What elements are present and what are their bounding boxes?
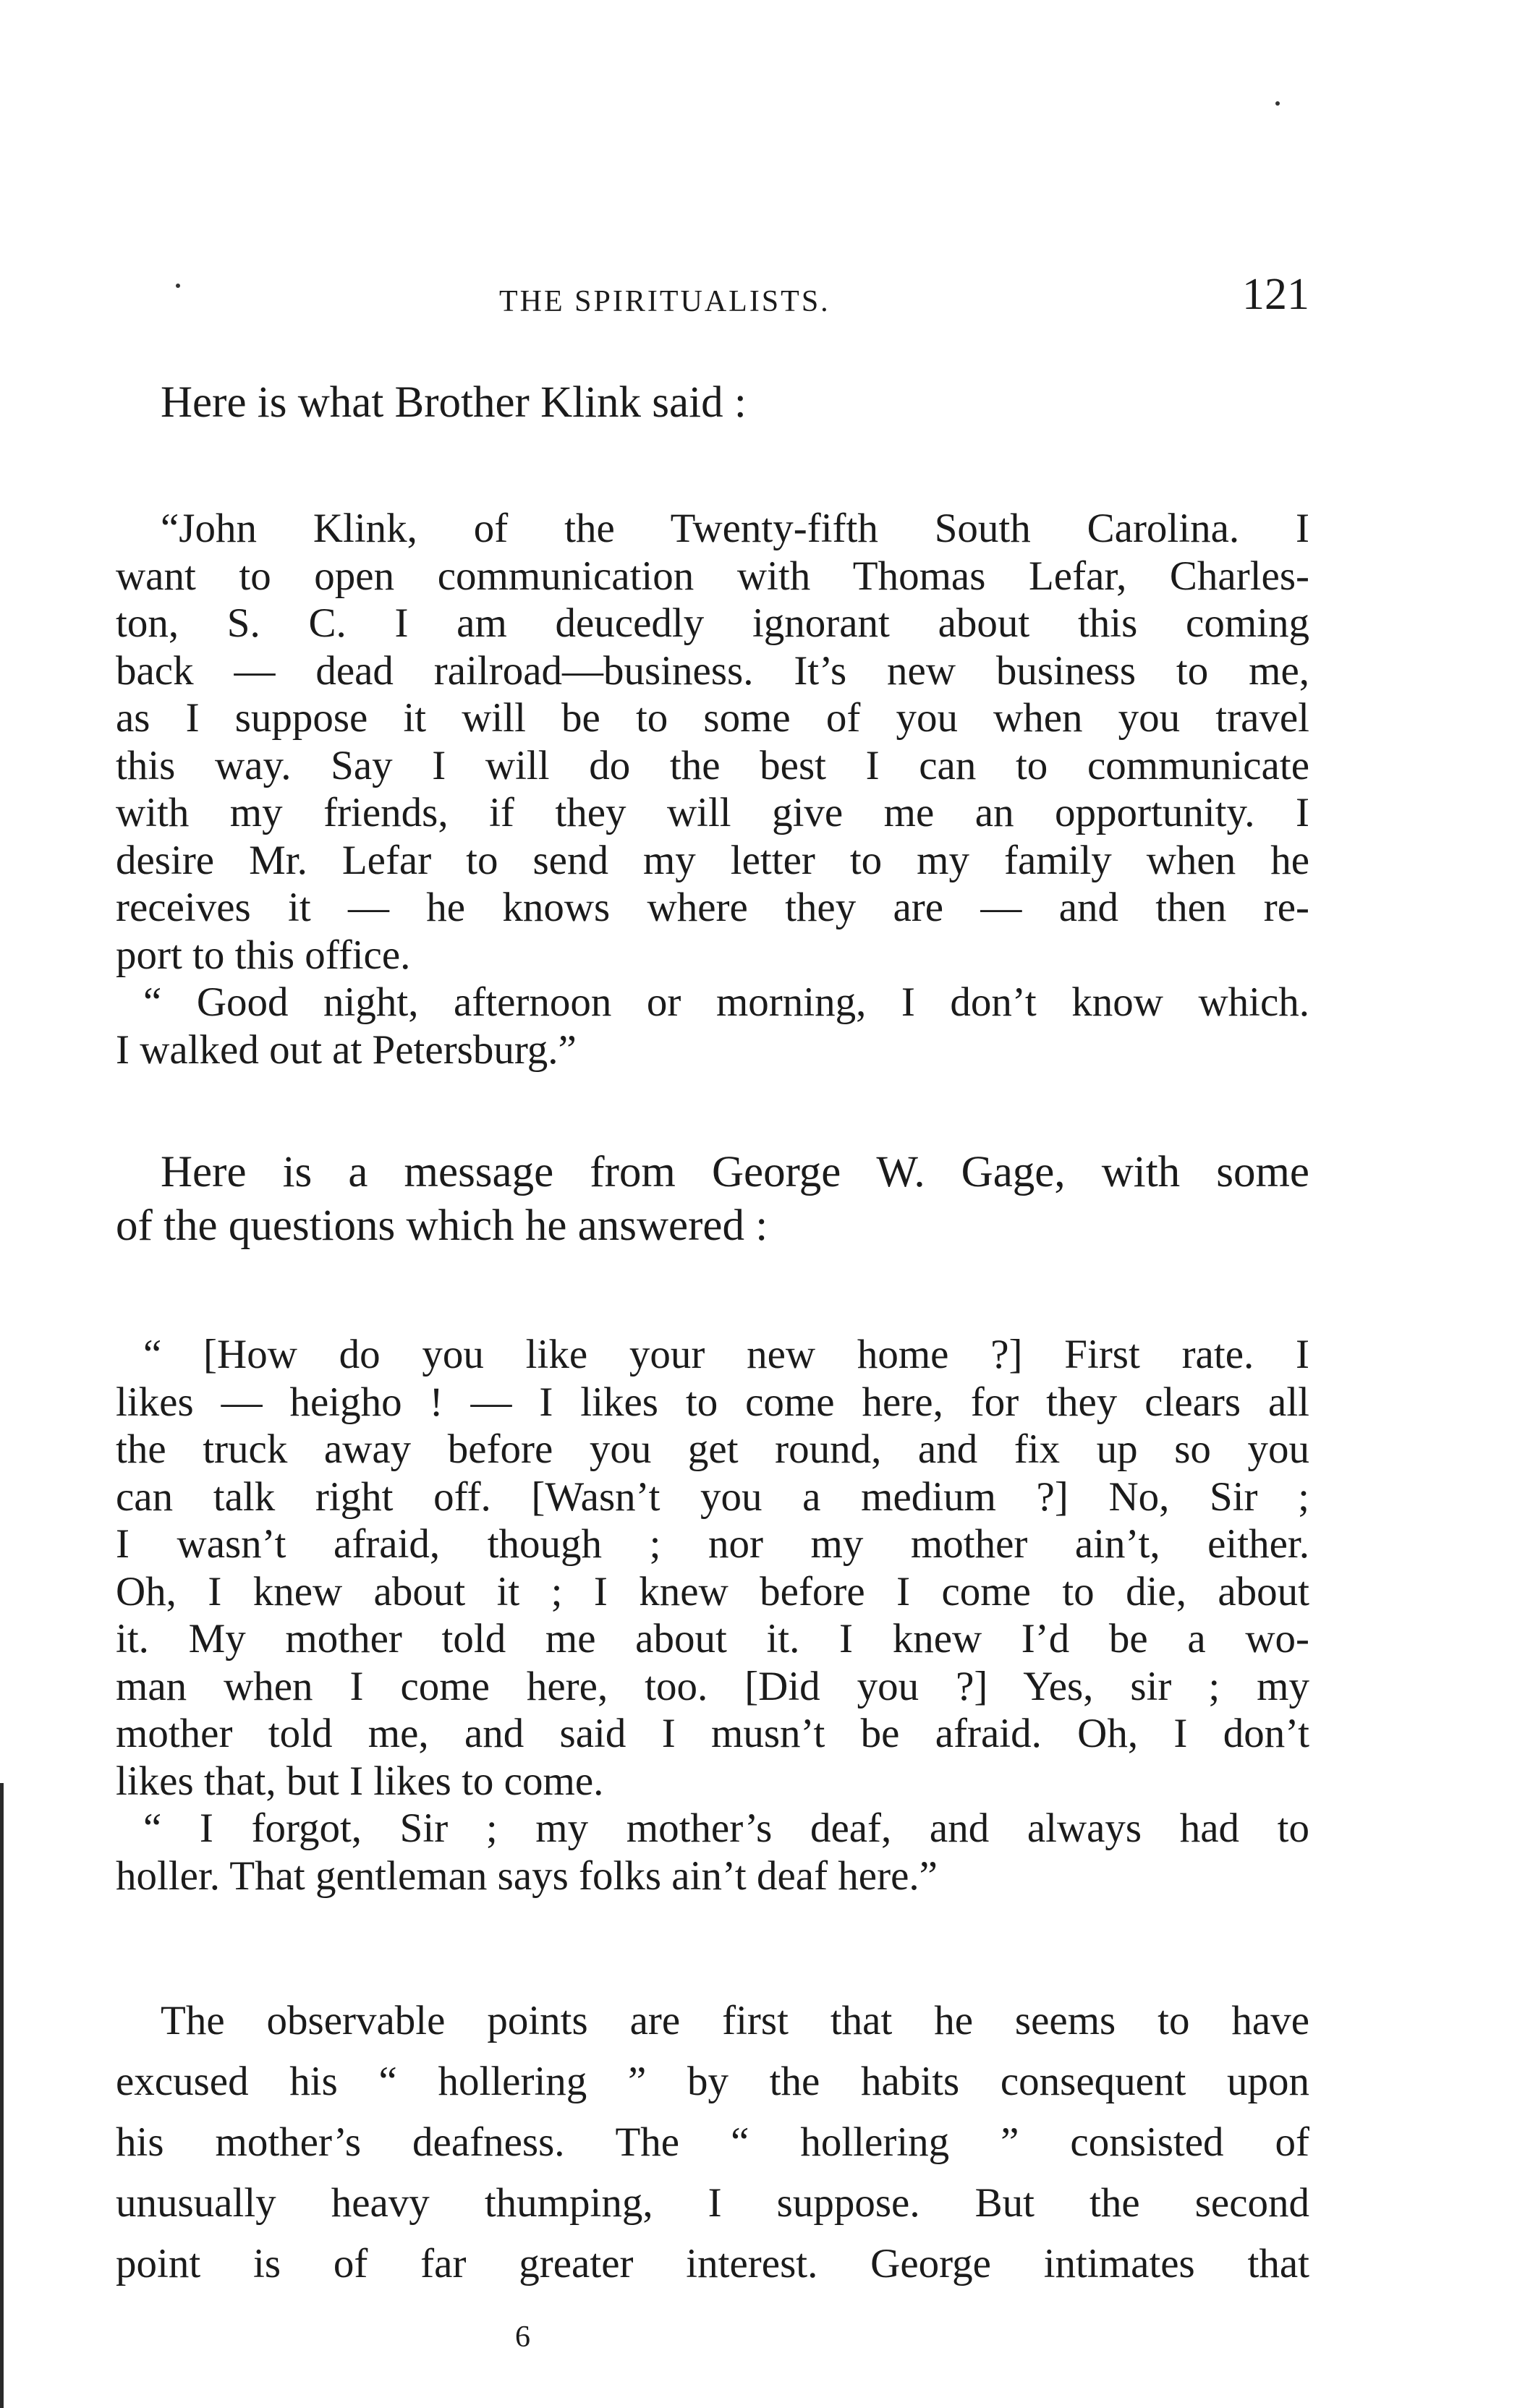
text-line: I wasn’t afraid, though ; nor my mother ain’t, either. (116, 1521, 1309, 1567)
text-line: Here is a message from George W. Gage, with some (161, 1148, 1309, 1196)
text-line: of the questions which he answered : (116, 1201, 768, 1250)
text-line: as I suppose it will be to some of you when you travel (116, 695, 1309, 741)
text-line: this way. Say I will do the best I can to communicate (116, 742, 1309, 788)
paragraph-observations (116, 1991, 1309, 2294)
text-line: mother told me, and said I musn’t be afraid. Oh, I don’t (116, 1711, 1309, 1756)
running-title: THE SPIRITUALISTS. (499, 285, 831, 318)
text-line: “John Klink, of the Twenty-fifth South Carolina. I (161, 506, 1309, 551)
text-line: with my friends, if they will give me an opportunity. I (116, 790, 1309, 835)
paragraph-intro-gage (116, 1146, 1309, 1253)
text-line: “ I forgot, Sir ; my mother’s deaf, and always had to (143, 1805, 1309, 1851)
text-line: likes — heigho ! — I likes to come here, for they clears all (116, 1379, 1309, 1425)
text-line: back — dead railroad—business. It’s new business to me, (116, 647, 1309, 694)
text-line: holler. That gentleman says folks ain’t deaf here.” (116, 1852, 938, 1899)
page-speck (1275, 101, 1280, 106)
text-line: I walked out at Petersburg.” (116, 1026, 577, 1073)
text-line: ton, S. C. I am deucedly ignorant about this coming (116, 600, 1309, 646)
text-line: desire Mr. Lefar to send my letter to my family when he (116, 837, 1309, 883)
text-line: it. My mother told me about it. I knew I’d be a wo- (116, 1616, 1309, 1662)
text-line: man when I come here, too. [Did you ?] Yes, sir ; my (116, 1663, 1309, 1709)
signature-mark: 6 (515, 2320, 530, 2354)
text-line: port to this office. (116, 932, 411, 978)
text-line: likes that, but I likes to come. (116, 1758, 604, 1804)
text-line: The observable points are first that he seems to have (161, 1998, 1309, 2043)
paragraph-intro-klink (116, 376, 1309, 430)
text-line: “ Good night, afternoon or morning, I don’t know which. (143, 979, 1309, 1025)
text-line: Here is what Brother Klink said : (161, 378, 747, 427)
text-line: can talk right off. [Wasn’t you a medium ?] No, Sir ; (116, 1473, 1309, 1520)
text-line: the truck away before you get round, and fix up so you (116, 1426, 1309, 1472)
text-line: want to open communication with Thomas Lefar, Charles- (116, 553, 1309, 599)
text-line: point is of far greater interest. George intimates that (116, 2241, 1309, 2286)
text-line: receives it — he knows where they are — and then re- (116, 885, 1309, 930)
text-line: unusually heavy thumping, I suppose. But the second (116, 2180, 1309, 2226)
text-line: his mother’s deafness. The “ hollering ” consisted of (116, 2119, 1309, 2165)
text-line: Oh, I knew about it ; I knew before I come to die, about (116, 1568, 1309, 1614)
running-head (116, 269, 1309, 334)
quote-gage (116, 1331, 1309, 1899)
quote-klink (116, 505, 1309, 1073)
text-line: “ [How do you like your new home ?] First rate. I (143, 1332, 1309, 1377)
text-line: excused his “ hollering ” by the habits consequent upon (116, 2059, 1309, 2104)
gutter-edge (0, 1783, 4, 2408)
page-number: 121 (1242, 270, 1309, 319)
